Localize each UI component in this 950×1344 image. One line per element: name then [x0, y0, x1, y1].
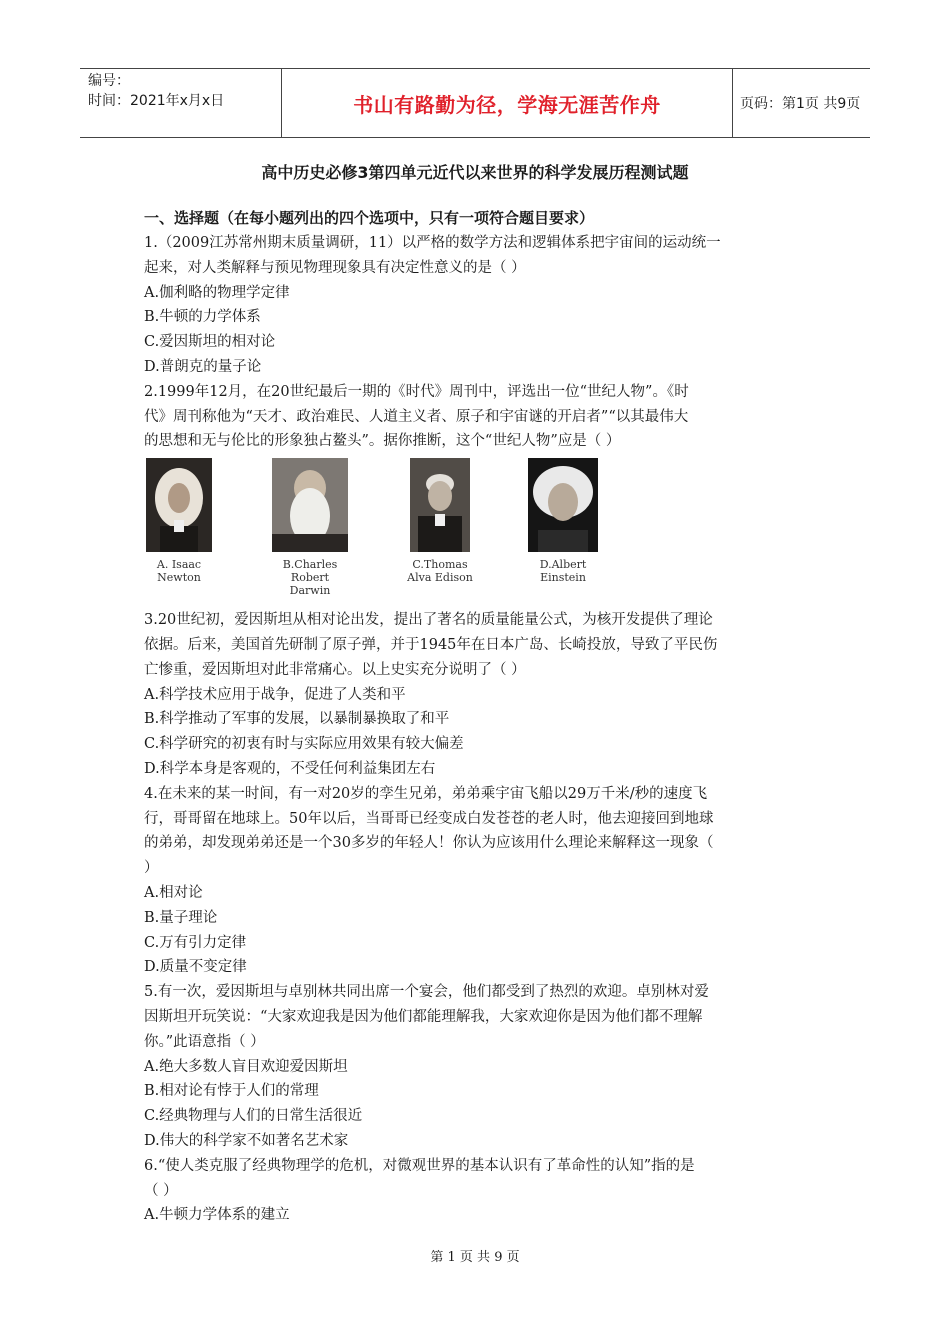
portrait-caption — [144, 558, 214, 584]
portrait-einstein — [526, 458, 600, 584]
text-line: 你。”此语意指（ ） — [144, 1033, 265, 1050]
darwin-photo — [272, 458, 348, 552]
portrait-caption — [526, 558, 600, 584]
option-line: A.牛顿力学体系的建立 — [144, 1207, 290, 1224]
caption-line: B.Charles — [282, 558, 338, 572]
page-footer: 第 1 页 共 9 页 — [430, 1250, 520, 1265]
text-line: 3.20世纪初，爱因斯坦从相对论出发，提出了著名的质量能量公式，为核开发提供了理论 — [144, 612, 713, 629]
portrait-darwin — [270, 458, 350, 597]
text-line: 的弟弟，却发现弟弟还是一个30多岁的年轻人！你认为应该用什么理论来解释这一现象（ — [144, 835, 714, 852]
portrait-caption — [402, 558, 478, 584]
page-info: 页码：第1页 共9页 — [740, 96, 861, 112]
text-line: 1.（2009江苏常州期末质量调研，11）以严格的数学方法和逻辑体系把宇宙间的运动统一 — [144, 235, 721, 251]
page-header — [80, 68, 870, 138]
number-label: 编号： — [88, 73, 130, 89]
option-line: D.质量不变定律 — [144, 959, 247, 976]
header-motto-cell — [281, 69, 733, 137]
text-line: 因斯坦开玩笑说：“大家欢迎我是因为他们都能理解我，大家欢迎你是因为他们都不理解 — [144, 1008, 703, 1025]
option-line: D.科学本身是客观的，不受任何利益集团左右 — [144, 760, 436, 777]
option-line: C.经典物理与人们的日常生活很近 — [144, 1108, 363, 1125]
option-line: C.爱因斯坦的相对论 — [144, 334, 276, 351]
caption-line: Einstein — [540, 571, 586, 585]
text-line: 6.“使人类克服了经典物理学的危机，对微观世界的基本认识有了革命性的认知”指的是 — [144, 1157, 695, 1174]
text-line: ） — [144, 860, 159, 877]
caption-line: Robert — [290, 571, 330, 585]
time-label: 时间：2021年x月x日 — [88, 93, 225, 109]
portrait-newton — [144, 458, 214, 584]
question-block-1 — [144, 231, 814, 454]
document-body — [144, 206, 814, 1228]
caption-line: Newton — [157, 571, 201, 585]
caption-line: D.Albert — [539, 558, 587, 572]
text-line: 的思想和无与伦比的形象独占鳌头”。据你推断，这个“世纪人物”应是（ ） — [144, 433, 621, 450]
option-line: D.伟大的科学家不如著名艺术家 — [144, 1132, 349, 1149]
question-block-2 — [144, 608, 814, 1228]
text-line: 依据。后来，美国首先研制了原子弹，并于1945年在日本广岛、长崎投放，导致了平民伤 — [144, 636, 718, 653]
option-line: A.相对论 — [144, 884, 203, 901]
header-meta — [88, 71, 283, 135]
newton-photo — [146, 458, 212, 552]
portrait-row — [144, 456, 814, 608]
header-motto: 书山有路勤为径，学海无涯苦作舟 — [353, 92, 661, 117]
text-line: 2.1999年12月，在20世纪最后一期的《时代》周刊中，评选出一位“世纪人物”。《时 — [144, 383, 689, 400]
caption-line: A. Isaac — [156, 558, 202, 572]
text-line: 5.有一次，爱因斯坦与卓别林共同出席一个宴会，他们都受到了热烈的欢迎。卓别林对爱 — [144, 984, 709, 1001]
caption-line: C.Thomas — [412, 558, 468, 572]
option-line: A.伽利略的物理学定律 — [144, 284, 290, 301]
section-heading: 一、选择题（在每小题列出的四个选项中，只有一项符合题目要求） — [144, 209, 595, 227]
portrait-edison — [402, 458, 478, 584]
edison-photo — [410, 458, 470, 552]
option-line: A.科学技术应用于战争，促进了人类和平 — [144, 686, 406, 703]
caption-line: Darwin — [289, 584, 331, 598]
text-line: 起来，对人类解释与预见物理现象具有决定性意义的是（ ） — [144, 259, 526, 276]
text-line: （ ） — [144, 1182, 178, 1199]
text-line: 4.在未来的某一时间，有一对20岁的孪生兄弟，弟弟乘宇宙飞船以29万千米/秒的速度飞 — [144, 785, 708, 802]
text-line: 行，哥哥留在地球上。50年以后，当哥哥已经变成白发苍苍的老人时，他去迎接回到地球 — [144, 810, 714, 827]
option-line: A.绝大多数人盲目欢迎爱因斯坦 — [144, 1058, 348, 1075]
einstein-photo — [528, 458, 598, 552]
option-line: D.普朗克的量子论 — [144, 358, 262, 375]
option-line: B.科学推动了军事的发展，以暴制暴换取了和平 — [144, 711, 450, 728]
option-line: B.牛顿的力学体系 — [144, 309, 261, 326]
portrait-caption — [270, 558, 350, 597]
option-line: C.万有引力定律 — [144, 934, 247, 951]
caption-line: Alva Edison — [407, 571, 473, 585]
option-line: C.科学研究的初衷有时与实际应用效果有较大偏差 — [144, 736, 464, 753]
document-title: 高中历史必修3第四单元近代以来世界的科学发展历程测试题 — [261, 163, 689, 182]
option-line: B.相对论有悖于人们的常理 — [144, 1083, 319, 1100]
text-line: 亡惨重，爱因斯坦对此非常痛心。以上史实充分说明了（ ） — [144, 661, 526, 678]
option-line: B.量子理论 — [144, 909, 218, 926]
text-line: 代》周刊称他为“天才、政治难民、人道主义者、原子和宇宙谜的开启者”“以其最伟大 — [144, 408, 689, 425]
